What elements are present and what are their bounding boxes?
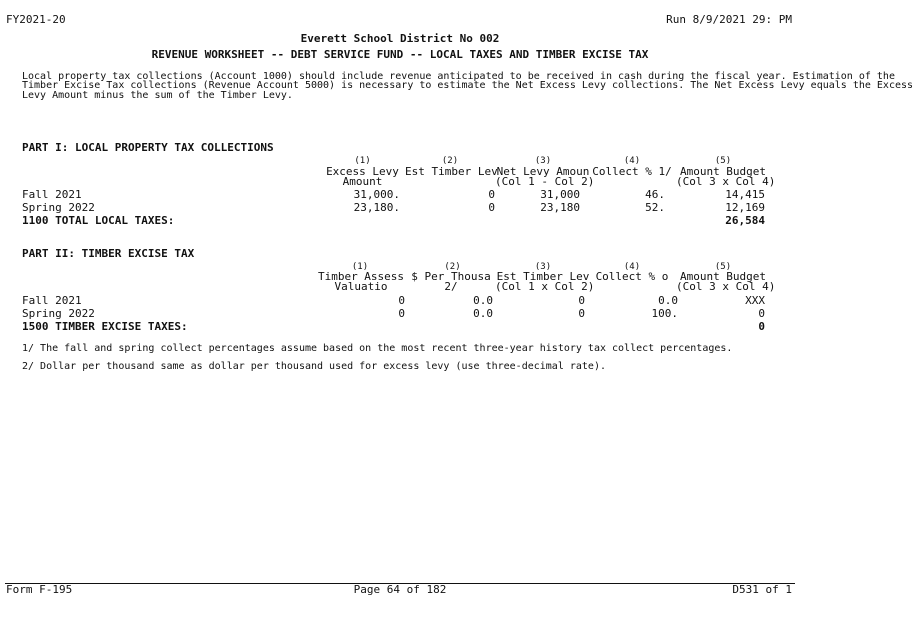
part2-col2-head-line2: 2/ [444,280,458,293]
part2-col5-head-line2: (Col 3 x Col 4) [676,280,776,293]
footnote-2: 2/ Dollar per thousand same as dollar per thousand used for excess levy (use three-decimal rate). [22,361,606,372]
page-number: Page 64 of 182 [353,583,447,596]
part1-row-cell: 14,415 [725,188,765,201]
part1-row-cell: 46. [645,188,665,201]
part2-row-label: Spring 2022 [22,307,95,320]
part1-total-label: 1100 TOTAL LOCAL TAXES: [22,214,175,227]
part2-col1-head-line2: Valuatio [334,280,388,293]
part2-row-cell: 100. [651,307,678,320]
part1-row-cell: 0 [488,188,495,201]
part1-row-cell: 0 [488,201,495,214]
part2-col1-number: (1) [351,262,369,272]
part1-col1-head: Excess Levy [326,165,399,178]
footnote-1: 1/ The fall and spring collect percentages assume based on the most recent three-year history tax collect percentages. [22,343,733,354]
part1-col1-head-line2: Amount [342,175,383,188]
part2-col5-number: (5) [714,262,732,272]
part1-col3-head-line2: (Col 1 - Col 2) [495,175,595,188]
part1-col3-head: Net Levy Amoun [496,165,590,178]
intro-line-2: Timber Excise Tax collections (Revenue Account 5000) is necessary to estimate the Net Excess Levy collections. The Net Excess Levy equals the Excess [22,80,913,91]
part1-col4-head: Collect % 1/ [592,165,672,178]
part2-row-cell: 0.0 [473,294,493,307]
part1-row-cell: 31,000 [540,188,580,201]
part-1-heading: PART I: LOCAL PROPERTY TAX COLLECTIONS [22,141,274,154]
part2-col5-head: Amount Budget [679,270,767,283]
part2-col1-head: Timber Assess [317,270,405,283]
part1-col2-head: Est Timber Lev [405,165,498,178]
part2-col3-number: (3) [534,262,552,272]
part1-col4-number: (4) [623,156,641,166]
part2-row-cell: 0 [398,294,405,307]
part2-row-cell: 0 [758,307,765,320]
part2-col3-head: Est Timber Lev [496,270,590,283]
part2-col4-head: Collect % o [595,270,669,283]
part1-col2-number: (2) [441,156,459,166]
fiscal-year: FY2021-20 [6,13,66,26]
part1-col1-number: (1) [354,156,371,166]
part1-row-cell: 52. [645,201,665,214]
form-title: REVENUE WORKSHEET -- DEBT SERVICE FUND -- LOCAL TAXES AND TIMBER EXCISE TAX [151,48,649,61]
part2-row-label: Fall 2021 [22,294,82,307]
part1-col5-head: Amount Budget [679,165,767,178]
doc-reference: D531 of 1 [732,583,792,596]
part2-total-label: 1500 TIMBER EXCISE TAXES: [22,320,188,333]
part2-row-cell: 0.0 [658,294,678,307]
part1-row-cell: 23,180 [540,201,580,214]
part1-row-cell: 31,000. [353,188,400,201]
part1-col3-number: (3) [534,156,552,166]
form-id: Form F-195 [6,583,73,596]
part2-col2-head: $ Per Thousa [411,270,491,283]
intro-line-3: Levy Amount minus the sum of the Timber Levy. [22,90,293,101]
part2-row-cell: 0 [578,307,585,320]
part1-total-value: 26,584 [725,214,765,227]
part2-col2-number: (2) [444,262,461,272]
part1-row-label: Fall 2021 [22,188,82,201]
intro-line-1: Local property tax collections (Account 1000) should include revenue anticipated to be received in cash during the fiscal year. Estimation of the [22,71,895,82]
part1-col5-head-line2: (Col 3 x Col 4) [676,175,776,188]
part2-row-cell: 0.0 [473,307,493,320]
part1-row-cell: 12,169 [725,201,765,214]
part2-total-value: 0 [758,320,765,333]
part1-row-cell: 23,180. [353,201,400,214]
run-timestamp: Run 8/9/2021 29: PM [666,13,792,26]
part-2-heading: PART II: TIMBER EXCISE TAX [22,247,195,260]
part2-row-cell: 0 [578,294,585,307]
part1-col5-number: (5) [714,156,732,166]
part2-row-cell: 0 [398,307,405,320]
part2-col4-number: (4) [623,262,641,272]
part1-row-label: Spring 2022 [22,201,95,214]
part2-col3-head-line2: (Col 1 x Col 2) [495,280,595,293]
part2-row-cell: XXX [745,294,765,307]
district-name: Everett School District No 002 [300,32,500,45]
